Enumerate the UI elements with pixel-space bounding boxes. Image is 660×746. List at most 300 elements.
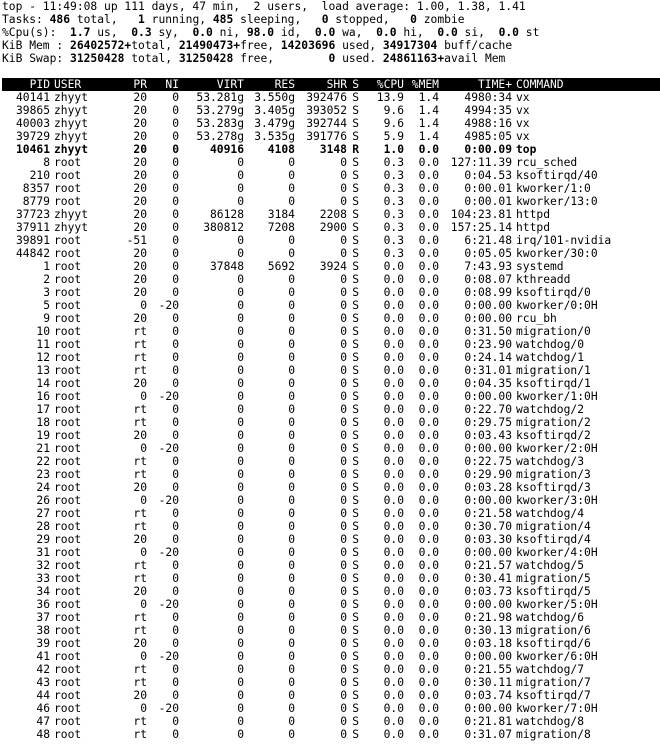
table-row[interactable] <box>2 260 660 273</box>
process-command: migration/3 <box>516 468 591 481</box>
process-cpu: 0.0 <box>383 364 404 377</box>
process-nice: 0 <box>172 416 179 429</box>
table-row[interactable] <box>2 559 660 572</box>
process-cpu: 0.0 <box>383 572 404 585</box>
col-s[interactable]: S <box>352 78 359 91</box>
process-shr: 393052 <box>306 104 347 117</box>
process-cpu: 0.0 <box>383 351 404 364</box>
process-shr: 0 <box>340 611 347 624</box>
table-row[interactable] <box>2 637 660 650</box>
process-res: 3.405g <box>254 104 295 117</box>
mem-total-value: 26402572+ <box>70 39 132 52</box>
process-shr: 392744 <box>306 117 347 130</box>
process-time: 0:03.30 <box>464 533 512 546</box>
process-priority: rt <box>133 572 147 585</box>
cpu-st-label: st <box>518 26 540 39</box>
swap-line <box>2 52 660 65</box>
table-row[interactable] <box>2 169 660 182</box>
process-pid: 27 <box>36 507 50 520</box>
process-user: zhyyt <box>54 208 89 221</box>
table-row[interactable] <box>2 468 660 481</box>
process-state: S <box>352 572 359 585</box>
col-res[interactable]: RES <box>274 78 295 91</box>
process-user: root <box>54 689 82 702</box>
table-row[interactable] <box>2 689 660 702</box>
table-row[interactable] <box>2 416 660 429</box>
col-pid[interactable]: PID <box>29 78 50 91</box>
tasks-stopped-label: stopped, <box>328 13 411 26</box>
process-res: 0 <box>288 559 295 572</box>
table-row[interactable] <box>2 351 660 364</box>
process-res: 3.550g <box>254 91 295 104</box>
process-pid: 37911 <box>15 221 50 234</box>
process-priority: rt <box>133 507 147 520</box>
process-cpu: 0.0 <box>383 468 404 481</box>
process-nice: 0 <box>172 130 179 143</box>
process-time: 0:30.11 <box>464 676 512 689</box>
process-pid: 1 <box>43 260 50 273</box>
process-pid: 24 <box>36 481 50 494</box>
process-cpu: 0.3 <box>383 156 404 169</box>
process-priority: rt <box>133 416 147 429</box>
process-virt: 0 <box>237 468 244 481</box>
process-nice: 0 <box>172 507 179 520</box>
process-user: zhyyt <box>54 104 89 117</box>
process-nice: 0 <box>172 481 179 494</box>
process-time: 0:00.00 <box>464 598 512 611</box>
col-shr[interactable]: SHR <box>326 78 347 91</box>
process-shr: 0 <box>340 273 347 286</box>
cpu-id-label: id, <box>274 26 315 39</box>
process-res: 0 <box>288 507 295 520</box>
process-cpu: 0.0 <box>383 728 404 741</box>
process-user: root <box>54 351 82 364</box>
process-pid: 44 <box>36 689 50 702</box>
process-virt: 53.283g <box>196 117 244 130</box>
process-nice: 0 <box>172 533 179 546</box>
process-cpu: 0.0 <box>383 403 404 416</box>
process-shr: 0 <box>340 195 347 208</box>
process-priority: 20 <box>133 208 147 221</box>
process-virt: 0 <box>237 455 244 468</box>
process-priority: 0 <box>140 299 147 312</box>
process-priority: 20 <box>133 104 147 117</box>
col-pr[interactable]: PR <box>133 78 147 91</box>
process-pid: 39 <box>36 637 50 650</box>
table-row[interactable] <box>2 715 660 728</box>
process-mem: 0.0 <box>418 377 439 390</box>
table-row[interactable] <box>2 325 660 338</box>
col-time[interactable]: TIME+ <box>477 78 512 91</box>
process-command: kworker/2:0H <box>516 442 598 455</box>
process-mem: 0.0 <box>418 429 439 442</box>
process-pid: 29 <box>36 533 50 546</box>
process-cpu: 0.0 <box>383 546 404 559</box>
process-user: zhyyt <box>54 143 89 156</box>
process-pid: 48 <box>36 728 50 741</box>
process-user: root <box>54 520 82 533</box>
process-shr: 0 <box>340 416 347 429</box>
process-user: root <box>54 624 82 637</box>
table-row[interactable] <box>2 507 660 520</box>
process-command: watchdog/0 <box>516 338 585 351</box>
process-mem: 0.0 <box>418 455 439 468</box>
tasks-zombie-value: 0 <box>410 13 417 26</box>
process-cpu: 1.0 <box>383 143 404 156</box>
process-res: 0 <box>288 429 295 442</box>
process-res: 0 <box>288 403 295 416</box>
process-res: 0 <box>288 364 295 377</box>
process-mem: 0.0 <box>418 286 439 299</box>
process-time: 0:31.01 <box>464 364 512 377</box>
process-virt: 0 <box>237 533 244 546</box>
process-priority: rt <box>133 559 147 572</box>
process-pid: 13 <box>36 364 50 377</box>
mem-free-label: free, <box>240 39 281 52</box>
process-mem: 1.4 <box>418 117 439 130</box>
process-state: S <box>352 468 359 481</box>
process-virt: 0 <box>237 715 244 728</box>
process-shr: 0 <box>340 585 347 598</box>
table-row[interactable] <box>2 494 660 507</box>
process-pid: 39729 <box>15 130 50 143</box>
uptime-line: top - 11:49:08 up 111 days, 47 min, 2 users, load average: 1.00, 1.38, 1.41 <box>2 0 526 13</box>
process-time: 0:03.18 <box>464 637 512 650</box>
process-shr: 0 <box>340 468 347 481</box>
col-command[interactable]: COMMAND <box>516 78 564 91</box>
table-row[interactable] <box>2 650 660 663</box>
table-row[interactable] <box>2 481 660 494</box>
process-mem: 0.0 <box>418 533 439 546</box>
table-row[interactable] <box>2 624 660 637</box>
process-res: 0 <box>288 416 295 429</box>
process-state: S <box>352 533 359 546</box>
process-virt: 0 <box>237 338 244 351</box>
process-virt: 0 <box>237 351 244 364</box>
process-command: watchdog/5 <box>516 559 585 572</box>
process-state: S <box>352 702 359 715</box>
col-mem[interactable]: %MEM <box>411 78 439 91</box>
process-nice: 0 <box>172 169 179 182</box>
process-shr: 391776 <box>306 130 347 143</box>
table-row[interactable] <box>2 377 660 390</box>
process-time: 7:43.93 <box>464 260 512 273</box>
table-row[interactable] <box>2 104 660 117</box>
process-cpu: 0.3 <box>383 169 404 182</box>
table-row[interactable] <box>2 442 660 455</box>
process-user: root <box>54 286 82 299</box>
process-time: 0:30.13 <box>464 624 512 637</box>
table-row[interactable] <box>2 728 660 741</box>
table-row[interactable] <box>2 286 660 299</box>
process-mem: 1.4 <box>418 130 439 143</box>
table-row[interactable] <box>2 403 660 416</box>
tasks-label: Tasks: <box>2 13 50 26</box>
process-mem: 0.0 <box>418 585 439 598</box>
process-res: 0 <box>288 338 295 351</box>
process-user: root <box>54 195 82 208</box>
process-virt: 0 <box>237 195 244 208</box>
process-mem: 0.0 <box>418 195 439 208</box>
table-row[interactable] <box>2 546 660 559</box>
process-virt: 0 <box>237 624 244 637</box>
table-row[interactable] <box>2 195 660 208</box>
process-pid: 8779 <box>22 195 50 208</box>
process-cpu: 0.0 <box>383 299 404 312</box>
process-state: S <box>352 182 359 195</box>
table-row[interactable] <box>2 156 660 169</box>
process-state: S <box>352 598 359 611</box>
process-state: S <box>352 507 359 520</box>
process-priority: 0 <box>140 650 147 663</box>
table-row[interactable] <box>2 273 660 286</box>
process-cpu: 0.0 <box>383 637 404 650</box>
cpu-wa-value: 0.0 <box>314 26 336 39</box>
process-state: S <box>352 208 359 221</box>
process-state: S <box>352 234 359 247</box>
process-command: kworker/30:0 <box>516 247 598 260</box>
process-command: ksoftirqd/1 <box>516 377 591 390</box>
process-user: root <box>54 247 82 260</box>
process-res: 0 <box>288 351 295 364</box>
process-command: kworker/4:0H <box>516 546 598 559</box>
process-state: S <box>352 611 359 624</box>
table-row[interactable] <box>2 208 660 221</box>
process-pid: 37 <box>36 611 50 624</box>
process-priority: rt <box>133 403 147 416</box>
process-priority: 20 <box>133 585 147 598</box>
process-user: root <box>54 390 82 403</box>
process-nice: 0 <box>172 624 179 637</box>
process-shr: 392476 <box>306 91 347 104</box>
process-time: 4980:34 <box>464 91 512 104</box>
process-priority: rt <box>133 364 147 377</box>
table-row[interactable] <box>2 364 660 377</box>
process-command: kworker/1:0H <box>516 390 598 403</box>
table-row[interactable] <box>2 611 660 624</box>
col-user[interactable]: USER <box>54 78 82 91</box>
process-mem: 0.0 <box>418 442 439 455</box>
table-row[interactable] <box>2 663 660 676</box>
process-command: kworker/7:0H <box>516 702 598 715</box>
process-time: 0:00.09 <box>464 143 512 156</box>
process-command: kworker/1:0 <box>516 182 591 195</box>
process-cpu: 0.0 <box>383 481 404 494</box>
process-command: ksoftirqd/40 <box>516 169 598 182</box>
process-user: root <box>54 715 82 728</box>
process-pid: 18 <box>36 416 50 429</box>
table-row[interactable] <box>2 234 660 247</box>
process-nice: 0 <box>172 689 179 702</box>
process-mem: 0.0 <box>418 273 439 286</box>
tasks-sleeping-label: sleeping, <box>233 13 322 26</box>
process-user: root <box>54 468 82 481</box>
process-command: watchdog/7 <box>516 663 585 676</box>
process-state: S <box>352 221 359 234</box>
process-nice: 0 <box>172 104 179 117</box>
col-virt[interactable]: VIRT <box>216 78 244 91</box>
process-nice: 0 <box>172 663 179 676</box>
table-row[interactable] <box>2 143 660 156</box>
process-pid: 3 <box>43 286 50 299</box>
process-priority: rt <box>133 338 147 351</box>
process-priority: 20 <box>133 91 147 104</box>
table-row[interactable] <box>2 533 660 546</box>
table-row[interactable] <box>2 676 660 689</box>
swap-total-value: 31250428 <box>70 52 125 65</box>
process-state: S <box>352 676 359 689</box>
process-res: 0 <box>288 169 295 182</box>
process-mem: 0.0 <box>418 390 439 403</box>
table-row[interactable] <box>2 585 660 598</box>
process-pid: 47 <box>36 715 50 728</box>
process-command: irq/101-nvidia <box>516 234 612 247</box>
process-command: top <box>516 143 537 156</box>
process-pid: 39891 <box>15 234 50 247</box>
process-mem: 0.0 <box>418 702 439 715</box>
process-pid: 210 <box>29 169 50 182</box>
process-nice: 0 <box>172 676 179 689</box>
process-mem: 0.0 <box>418 234 439 247</box>
process-time: 0:21.98 <box>464 611 512 624</box>
process-virt: 0 <box>237 299 244 312</box>
process-cpu: 0.0 <box>383 390 404 403</box>
process-state: S <box>352 351 359 364</box>
table-row[interactable] <box>2 312 660 325</box>
process-command: watchdog/8 <box>516 715 585 728</box>
process-virt: 0 <box>237 702 244 715</box>
process-user: root <box>54 156 82 169</box>
table-row[interactable] <box>2 221 660 234</box>
process-time: 0:00.00 <box>464 650 512 663</box>
process-time: 0:29.90 <box>464 468 512 481</box>
process-pid: 16 <box>36 390 50 403</box>
process-virt: 380812 <box>203 221 244 234</box>
process-mem: 0.0 <box>418 624 439 637</box>
process-command: watchdog/6 <box>516 611 585 624</box>
table-row[interactable] <box>2 390 660 403</box>
process-pid: 28 <box>36 520 50 533</box>
process-state: S <box>352 130 359 143</box>
process-command: kworker/5:0H <box>516 598 598 611</box>
process-user: root <box>54 559 82 572</box>
process-priority: 20 <box>133 273 147 286</box>
tasks-total-value: 486 <box>49 13 71 26</box>
process-nice: 0 <box>172 312 179 325</box>
process-shr: 0 <box>340 156 347 169</box>
table-row[interactable] <box>2 572 660 585</box>
process-cpu: 0.0 <box>383 416 404 429</box>
process-command: systemd <box>516 260 564 273</box>
process-virt: 40916 <box>209 143 244 156</box>
process-priority: 20 <box>133 247 147 260</box>
process-virt: 0 <box>237 312 244 325</box>
process-user: root <box>54 572 82 585</box>
process-cpu: 0.0 <box>383 260 404 273</box>
process-priority: 20 <box>133 429 147 442</box>
process-cpu: 0.0 <box>383 585 404 598</box>
cpu-si-value: 0.0 <box>437 26 458 39</box>
process-mem: 0.0 <box>418 598 439 611</box>
process-time: 0:29.75 <box>464 416 512 429</box>
process-command: kthreadd <box>516 273 571 286</box>
process-virt: 0 <box>237 546 244 559</box>
table-row[interactable] <box>2 702 660 715</box>
table-row[interactable] <box>2 338 660 351</box>
process-cpu: 0.3 <box>383 221 404 234</box>
table-row[interactable] <box>2 520 660 533</box>
process-virt: 37848 <box>209 260 244 273</box>
process-res: 4108 <box>267 143 295 156</box>
process-command: migration/2 <box>516 416 591 429</box>
process-mem: 0.0 <box>418 403 439 416</box>
col-ni[interactable]: NI <box>165 78 179 91</box>
process-table-header[interactable] <box>2 78 660 91</box>
table-row[interactable] <box>2 429 660 442</box>
process-nice: 0 <box>172 338 179 351</box>
process-state: S <box>352 663 359 676</box>
process-res: 0 <box>288 585 295 598</box>
process-state: S <box>352 91 359 104</box>
process-shr: 0 <box>340 676 347 689</box>
process-state: S <box>352 286 359 299</box>
table-row[interactable] <box>2 91 660 104</box>
process-virt: 0 <box>237 273 244 286</box>
process-state: S <box>352 637 359 650</box>
table-row[interactable] <box>2 117 660 130</box>
process-nice: 0 <box>172 182 179 195</box>
table-row[interactable] <box>2 182 660 195</box>
process-time: 0:31.50 <box>464 325 512 338</box>
process-res: 3.535g <box>254 130 295 143</box>
table-row[interactable] <box>2 455 660 468</box>
process-shr: 0 <box>340 728 347 741</box>
process-state: S <box>352 390 359 403</box>
cpu-si-label: si, <box>457 26 499 39</box>
process-cpu: 0.0 <box>383 611 404 624</box>
process-priority: rt <box>133 663 147 676</box>
process-virt: 0 <box>237 403 244 416</box>
table-row[interactable] <box>2 130 660 143</box>
table-row[interactable] <box>2 247 660 260</box>
process-mem: 0.0 <box>418 156 439 169</box>
process-command: ksoftirqd/5 <box>516 585 591 598</box>
process-nice: 0 <box>172 364 179 377</box>
process-shr: 2208 <box>319 208 347 221</box>
process-shr: 3148 <box>319 143 347 156</box>
swap-free-value: 31250428 <box>178 52 234 65</box>
process-command: vx <box>516 130 530 143</box>
table-row[interactable] <box>2 299 660 312</box>
process-priority: 20 <box>133 195 147 208</box>
process-priority: 0 <box>140 494 147 507</box>
process-nice: 0 <box>172 273 179 286</box>
process-pid: 31 <box>36 546 50 559</box>
process-user: root <box>54 325 82 338</box>
table-row[interactable] <box>2 598 660 611</box>
mem-used-label: used, <box>335 39 383 52</box>
col-cpu[interactable]: %CPU <box>376 78 404 91</box>
process-res: 0 <box>288 637 295 650</box>
process-nice: 0 <box>172 559 179 572</box>
cpu-st-value: 0.0 <box>498 26 519 39</box>
process-priority: 20 <box>133 312 147 325</box>
process-nice: 0 <box>172 468 179 481</box>
process-user: root <box>54 169 82 182</box>
process-res: 0 <box>288 325 295 338</box>
process-pid: 40141 <box>15 91 50 104</box>
process-nice: 0 <box>172 143 179 156</box>
